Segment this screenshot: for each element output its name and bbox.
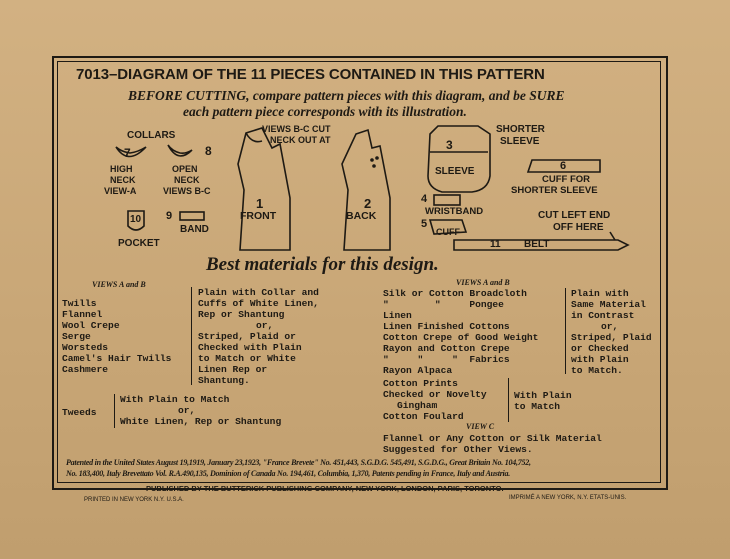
- wristband-label: WRISTBAND: [425, 206, 484, 217]
- left-brace: [191, 287, 192, 385]
- list-item: or Checked: [571, 343, 629, 354]
- piece-9-number: 9: [166, 210, 173, 222]
- piece-7-label-3: VIEW-A: [104, 186, 137, 196]
- left-views-label: VIEWS A and B: [92, 280, 146, 289]
- list-item: Linen Finished Cottons: [383, 321, 510, 332]
- view-c-list: [383, 433, 602, 455]
- patent-line-1: Patented in the United States August 19,1919, January 23,1923, "France Brevete" No. 451,443, S.G.D.G. 545,491, S.G.D.G., Great Britain No. 104,752,: [66, 458, 531, 467]
- front-piece-shape: [238, 128, 290, 250]
- prints-trim-list: [514, 390, 572, 412]
- list-item: Cotton Crepe of Good Weight: [383, 332, 539, 343]
- tweeds-label: Tweeds: [62, 407, 97, 418]
- list-item: White Linen, Rep or Shantung: [120, 416, 282, 427]
- list-item: Striped, Plaid: [571, 332, 652, 343]
- right-fabric-list: [383, 288, 538, 376]
- list-item: to Match: [514, 401, 561, 412]
- piece-2-number: 2: [364, 196, 372, 211]
- list-item: Silk or Cotton Broadcloth: [383, 288, 527, 299]
- list-item: Suggested for Other Views.: [383, 444, 533, 455]
- piece-1-number: 1: [256, 196, 264, 211]
- list-item: Checked with Plain: [198, 342, 302, 353]
- list-item: Cotton Prints: [383, 378, 458, 389]
- list-item: Wool Crepe: [62, 320, 120, 331]
- piece-4-number: 4: [421, 193, 428, 205]
- list-item: Serge: [62, 331, 91, 342]
- piece-8-label-3: VIEWS B-C: [163, 186, 211, 196]
- list-item: With Plain to Match: [120, 394, 230, 405]
- list-item: Checked or Novelty: [383, 389, 487, 400]
- list-item: Worsteds: [62, 342, 109, 353]
- sleeve-label: SLEEVE: [435, 166, 475, 177]
- list-item: Flannel: [62, 309, 103, 320]
- list-item: Linen: [383, 310, 412, 321]
- piece-8-number: 8: [205, 144, 212, 158]
- piece-7-label-1: HIGH: [110, 164, 133, 174]
- list-item: Gingham: [397, 400, 438, 411]
- piece-2-label: BACK: [346, 210, 377, 222]
- list-item: Striped, Plaid or: [198, 331, 296, 342]
- instructions-line-2: each pattern piece corresponds with its illustration.: [183, 104, 467, 119]
- list-item: with Plain: [571, 354, 629, 365]
- list-item: or,: [256, 320, 274, 331]
- cuff-label: CUFF: [436, 227, 460, 237]
- list-item: Same Material: [571, 299, 646, 310]
- back-piece-shape: [342, 130, 390, 250]
- list-item: Flannel or Any Cotton or Silk Material: [383, 433, 602, 444]
- piece-5-number: 5: [421, 218, 428, 230]
- prints-list: [383, 378, 487, 422]
- cuff-for-label-2: SHORTER SLEEVE: [511, 185, 598, 196]
- shorter-sleeve-label-2: SLEEVE: [500, 136, 540, 147]
- list-item: Twills: [62, 298, 97, 309]
- tweeds-brace: [114, 394, 115, 428]
- list-item: With Plain: [514, 390, 572, 401]
- list-item: " " Pongee: [383, 299, 504, 310]
- list-item: Cashmere: [62, 364, 109, 375]
- piece-1-label: FRONT: [240, 210, 277, 222]
- collar-open-neck-shape: [168, 145, 192, 156]
- piece-8-label-2: NECK: [174, 175, 200, 185]
- diagram-title: 7013–DIAGRAM OF THE 11 PIECES CONTAINED IN THIS PATTERN: [76, 66, 545, 83]
- belt-label: BELT: [524, 239, 550, 250]
- list-item: to Match or White: [198, 353, 296, 364]
- list-item: or,: [601, 321, 619, 332]
- list-item: or,: [178, 405, 196, 416]
- collar-high-neck-shape: [116, 147, 146, 157]
- list-item: " " " Fabrics: [383, 354, 510, 365]
- right-brace: [565, 288, 566, 374]
- list-item: Shantung.: [198, 375, 250, 386]
- band-shape: [180, 212, 204, 220]
- patent-line-2: No. 183,400, Italy Brevettato Vol. R.A.490,135, Dominion of Canada No. 194,461, Columbia, 1,370, Patents pending in France, Italy and Austria.: [66, 469, 511, 478]
- list-item: Linen Rep or: [198, 364, 268, 375]
- materials-heading: Best materials for this design.: [206, 254, 439, 275]
- list-item: to Match.: [571, 365, 623, 376]
- cuff-for-label-1: CUFF FOR: [542, 174, 591, 185]
- list-item: Plain with Collar and: [198, 287, 319, 298]
- sleeve-shape: [428, 126, 490, 192]
- view-c-label: VIEW C: [466, 422, 495, 431]
- prints-brace: [508, 378, 509, 422]
- list-item: in Contrast: [571, 310, 635, 321]
- right-views-label: VIEWS A and B: [456, 278, 510, 287]
- list-item: Cotton Foulard: [383, 411, 464, 422]
- collars-label: COLLARS: [127, 130, 176, 141]
- band-label: BAND: [180, 224, 209, 235]
- pocket-label: POCKET: [118, 238, 160, 249]
- list-item: Rep or Shantung: [198, 309, 285, 320]
- shorter-sleeve-label-1: SHORTER: [496, 124, 545, 135]
- neck-cut-note-2: NECK OUT AT: [270, 135, 331, 145]
- piece-6-number: 6: [560, 160, 567, 172]
- list-item: Rayon and Cotton Crepe: [383, 343, 510, 354]
- right-trim-list: [571, 288, 652, 376]
- cut-left-note-2: OFF HERE: [553, 222, 604, 233]
- wristband-shape: [434, 195, 460, 205]
- left-trim-list: [198, 287, 319, 386]
- list-item: Rayon Alpaca: [383, 365, 453, 376]
- printed-in-fr: IMPRIMÉ A NEW YORK, N.Y. ETATS-UNIS.: [509, 495, 627, 501]
- instructions-line-1: BEFORE CUTTING, compare pattern pieces with this diagram, and be SURE: [128, 88, 565, 103]
- piece-11-number: 11: [490, 239, 501, 250]
- piece-7-label-2: NECK: [110, 175, 136, 185]
- piece-8-label-1: OPEN: [172, 164, 198, 174]
- list-item: Camel's Hair Twills: [62, 353, 172, 364]
- left-fabric-list: [62, 298, 171, 375]
- neck-cut-note-1: VIEWS B-C CUT: [262, 124, 331, 134]
- cut-left-note-1: CUT LEFT END: [538, 210, 611, 221]
- printed-in-us: PRINTED IN NEW YORK N.Y. U.S.A.: [84, 497, 184, 503]
- list-item: Plain with: [571, 288, 629, 299]
- tweeds-trim-list: [120, 394, 281, 427]
- piece-7-number: 7: [124, 146, 131, 160]
- piece-3-number: 3: [446, 138, 453, 152]
- list-item: Cuffs of White Linen,: [198, 298, 319, 309]
- publisher-line: PUBLISHED BY THE BUTTERICK PUBLISHING COMPANY, NEW YORK, LONDON, PARIS, TORONTO.: [146, 484, 504, 493]
- piece-10-number: 10: [130, 214, 142, 225]
